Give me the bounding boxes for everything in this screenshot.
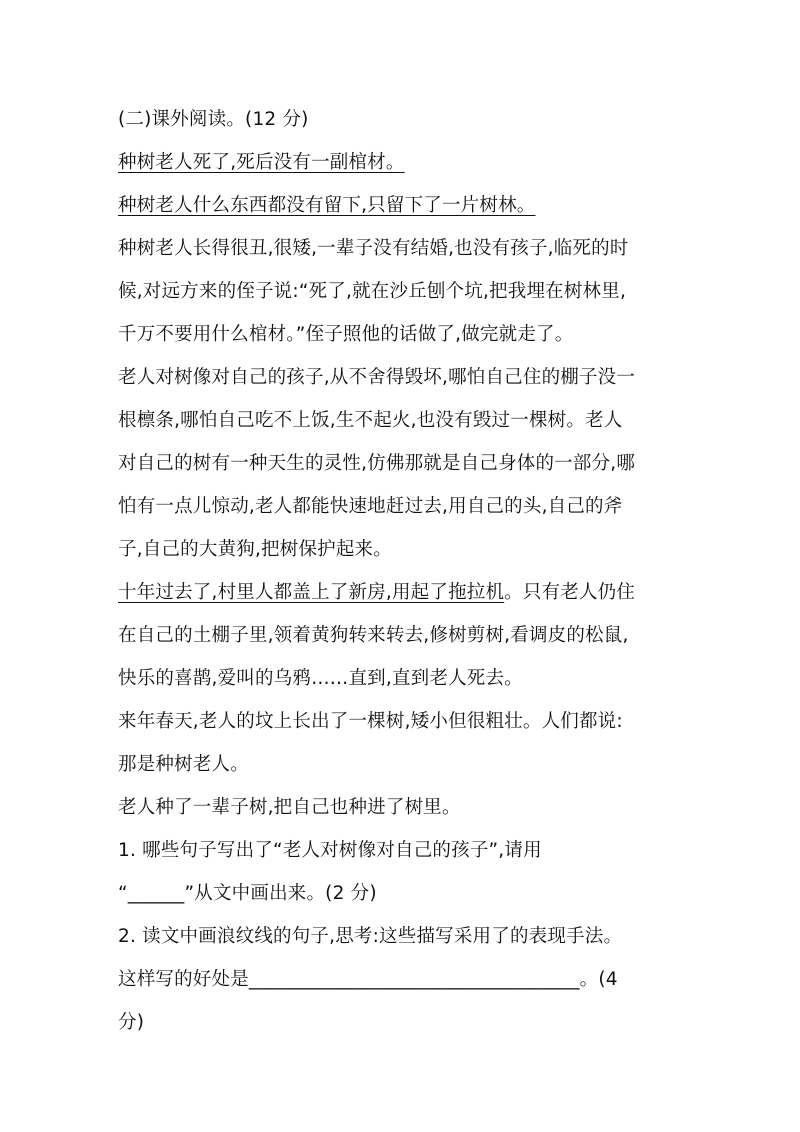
passage-line: 根檩条,哪怕自己吃不上饭,生不起火,也没有毁过一棵树。老人 — [118, 410, 623, 431]
question-1: “______”从文中画出来。(2 分) — [118, 883, 377, 904]
passage-line: 对自己的树有一种天生的灵性,仿佛那就是自己身体的一部分,哪 — [118, 453, 636, 474]
passage-line: 老人对树像对自己的孩子,从不舍得毁坏,哪怕自己住的棚子没一 — [118, 367, 636, 388]
underlined-sentence: 十年过去了,村里人都盖上了新房,用起了拖拉机 — [118, 582, 505, 603]
passage-line: 老人种了一辈子树,把自己也种进了树里。 — [118, 797, 461, 818]
passage-text: 。只有老人仍住 — [504, 582, 636, 603]
passage-line: 在自己的土棚子里,领着黄狗转来转去,修树剪树,看调皮的松鼠, — [118, 625, 629, 646]
passage-line: 来年春天,老人的坟上长出了一棵树,矮小但很粗壮。人们都说: — [118, 711, 623, 732]
section-heading: (二)课外阅读。(12 分) — [118, 109, 309, 130]
passage-line — [118, 580, 635, 606]
question-1: 1. 哪些句子写出了“老人对树像对自己的孩子”,请用 — [118, 840, 542, 861]
passage-line: 子,自己的大黄狗,把树保护起来。 — [118, 539, 392, 560]
passage-line: 那是种树老人。 — [118, 754, 249, 775]
passage-line: 种树老人什么东西都没有留下,只留下了一片树林。 — [118, 195, 536, 216]
passage-line: 怕有一点儿惊动,老人都能快速地赶过去,用自己的头,自己的斧 — [118, 496, 623, 517]
question-2-answer-blank: 这样写的好处是___________________________________。(4 — [118, 969, 618, 990]
question-2: 2. 读文中画浪纹线的句子,思考:这些描写采用了的表现手法。 — [118, 926, 623, 947]
question-2: 分) — [118, 1012, 145, 1033]
passage-line: 种树老人死了,死后没有一副棺材。 — [118, 152, 405, 173]
passage-line: 千万不要用什么棺材。”侄子照他的话做了,做完就走了。 — [118, 324, 574, 345]
passage-line: 候,对远方来的侄子说:“死了,就在沙丘刨个坑,把我埋在树林里, — [118, 281, 627, 302]
passage-line: 种树老人长得很丑,很矮,一辈子没有结婚,也没有孩子,临死的时 — [118, 238, 629, 259]
passage-line: 快乐的喜鹊,爱叫的乌鸦……直到,直到老人死去。 — [118, 668, 523, 689]
